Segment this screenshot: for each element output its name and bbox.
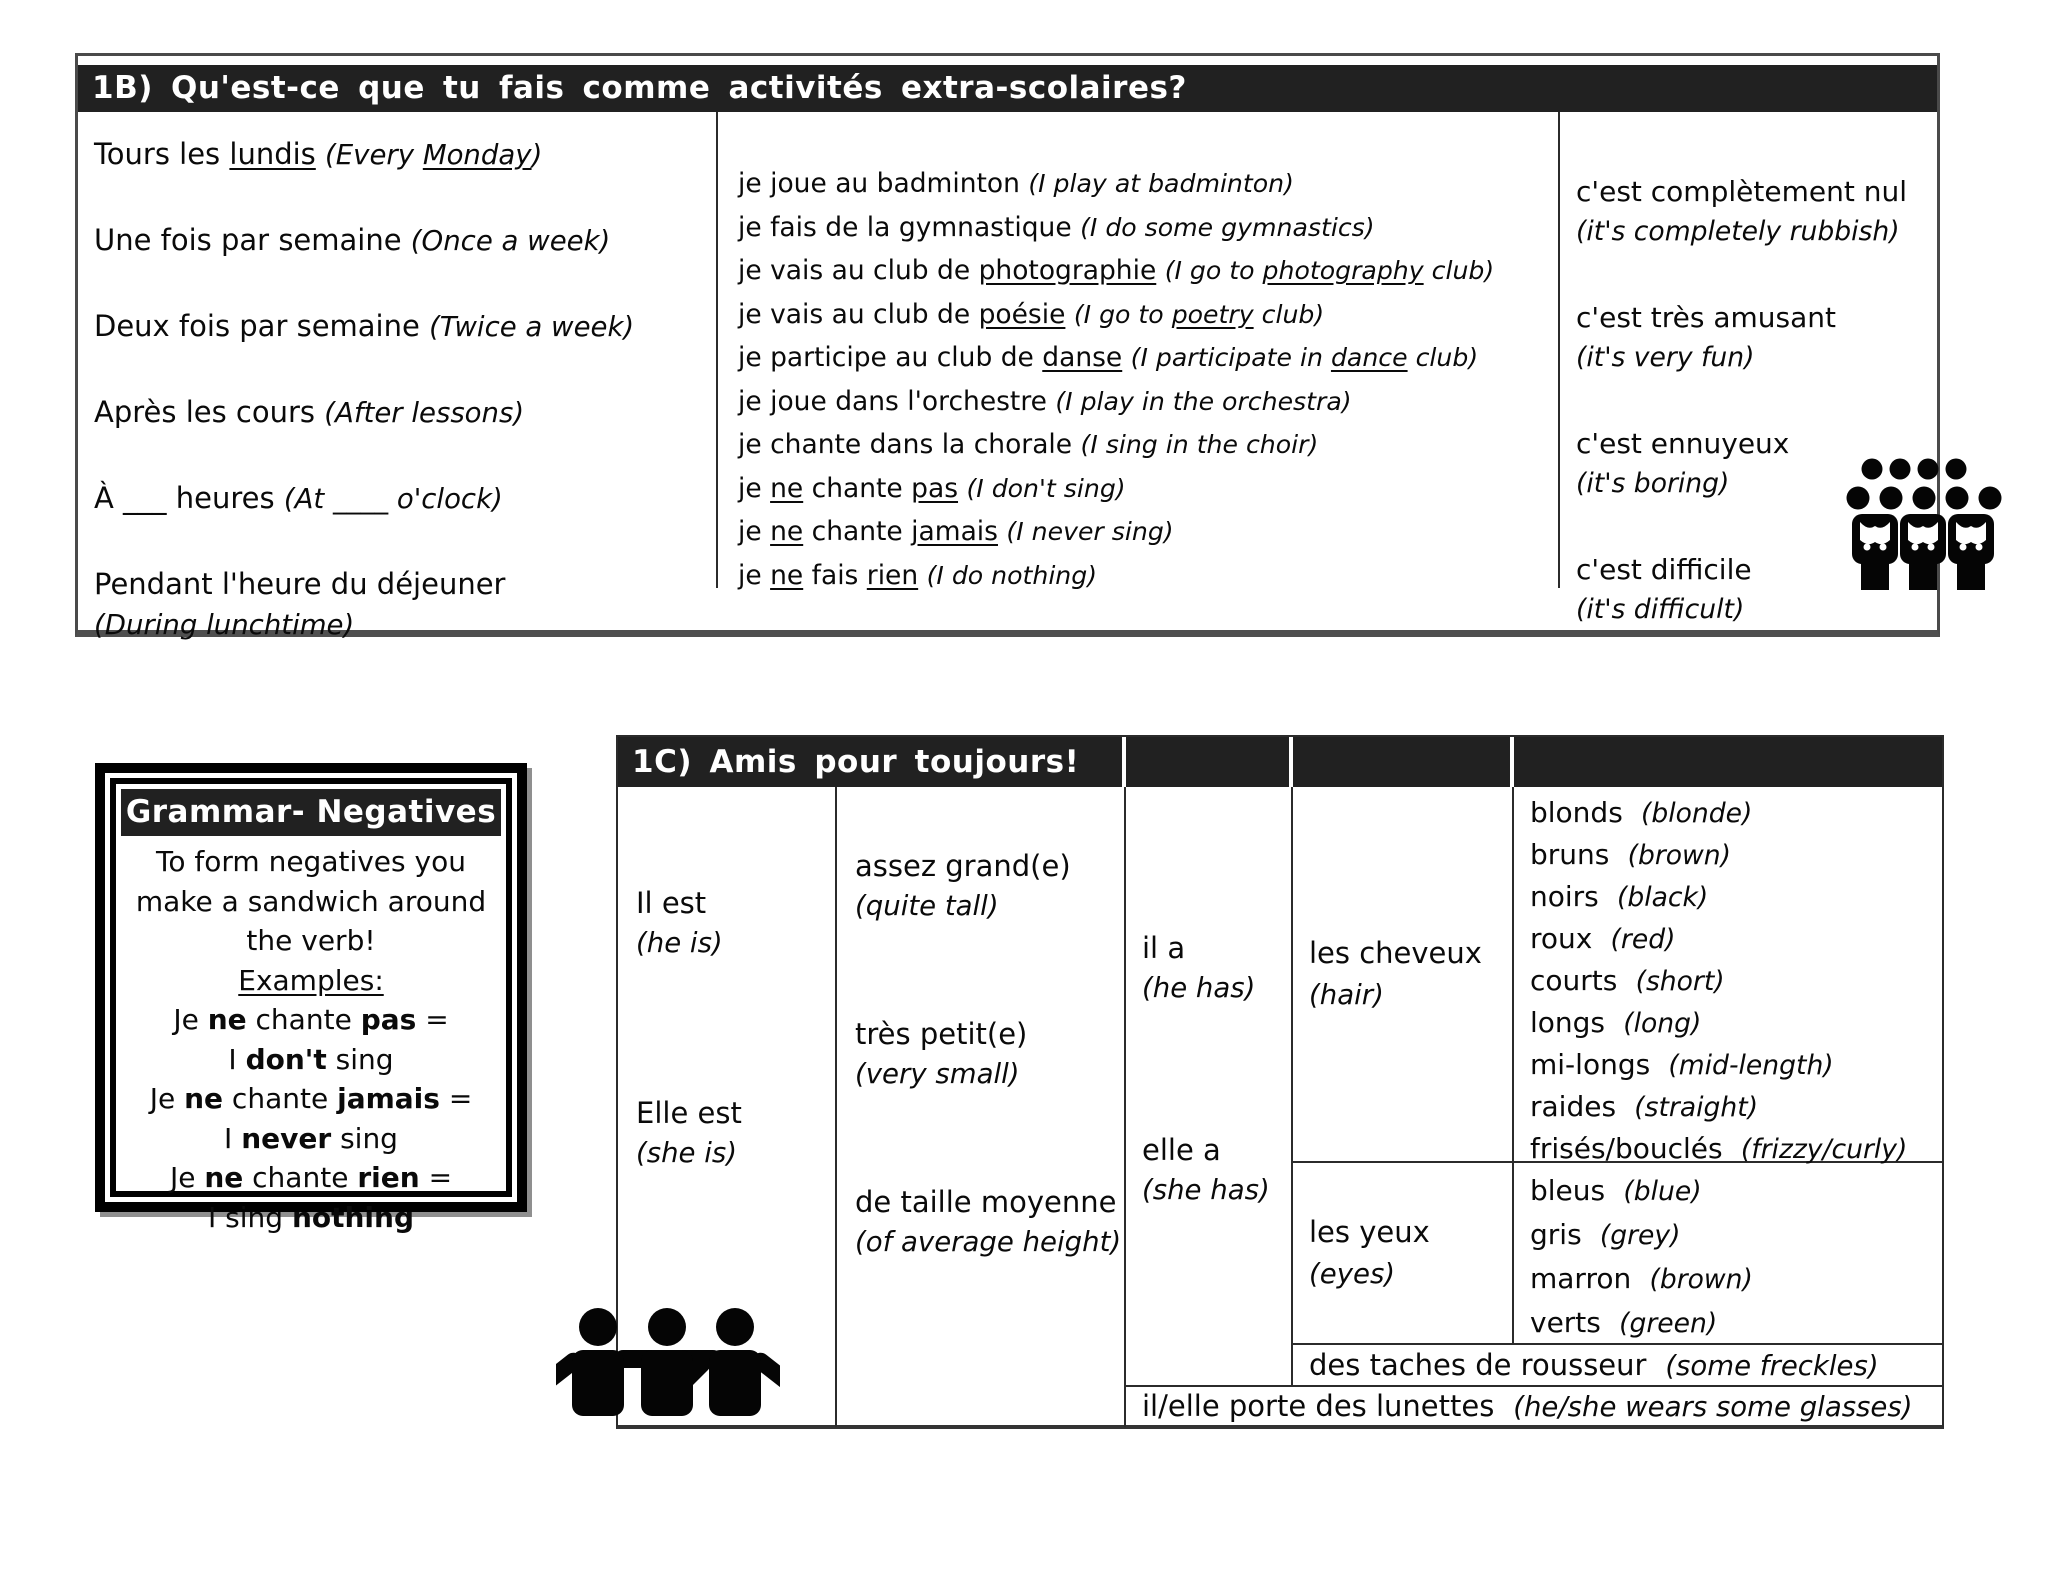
eyes-label-fr: les yeux bbox=[1309, 1215, 1430, 1249]
eyes-options-cell bbox=[1514, 1163, 1942, 1345]
subject-pair-en: (she is) bbox=[636, 1137, 738, 1169]
size-pair-fr: de taille moyenne bbox=[855, 1185, 1117, 1219]
grammar-box bbox=[95, 763, 527, 1234]
freckles-en: (some freckles) bbox=[1665, 1350, 1879, 1382]
has-pair-en: (he has) bbox=[1142, 972, 1256, 1004]
hair-option-en: (mid-length) bbox=[1668, 1050, 1834, 1081]
hair-label-cell bbox=[1293, 787, 1514, 1163]
hair-option bbox=[1530, 918, 1942, 960]
grammar-example-line: I don't sing bbox=[228, 1042, 394, 1076]
grammar-box-inner bbox=[110, 778, 512, 1234]
activity-item: je fais de la gymnastique (I do some gymnastics) bbox=[738, 211, 1375, 243]
table-1c bbox=[616, 735, 1944, 1429]
activity-item: je participe au club de danse (I participate in dance club) bbox=[738, 342, 1479, 373]
eye-option-fr: bleus bbox=[1530, 1174, 1606, 1207]
hair-option-fr: blonds bbox=[1530, 796, 1623, 829]
has-pair bbox=[1142, 928, 1291, 1008]
hair-option-fr: mi-longs bbox=[1530, 1048, 1651, 1081]
hair-option-en: (red) bbox=[1610, 924, 1676, 955]
eye-option-en: (green) bbox=[1619, 1308, 1718, 1339]
table-1b-header bbox=[78, 65, 1937, 112]
size-pair bbox=[855, 1182, 1124, 1262]
has-cell bbox=[1126, 787, 1293, 1387]
table-1b-body bbox=[78, 112, 1937, 641]
freckles-fr: des taches de rousseur bbox=[1309, 1348, 1647, 1382]
opinion-item-en: (it's completely rubbish) bbox=[1576, 216, 1900, 247]
when-item: À ___ heures (At ____ o'clock) bbox=[94, 481, 503, 515]
hair-option-en: (frizzy/curly) bbox=[1740, 1134, 1908, 1165]
hair-option-en: (brown) bbox=[1627, 840, 1732, 871]
hair-options-cell bbox=[1514, 787, 1942, 1163]
when-item: Une fois par semaine (Once a week) bbox=[94, 223, 611, 257]
grammar-intro: To form negatives you make a sandwich around the verb! bbox=[135, 845, 487, 957]
grammar-example-line: Je ne chante pas = bbox=[173, 1003, 449, 1036]
hair-option bbox=[1530, 876, 1942, 918]
table-1b bbox=[75, 53, 1940, 641]
hair-option-en: (straight) bbox=[1634, 1092, 1759, 1123]
eyes-label-cell bbox=[1293, 1163, 1514, 1345]
eye-option bbox=[1530, 1301, 1942, 1345]
subject-pair-fr: Elle est bbox=[636, 1096, 742, 1130]
opinion-item-en: (it's very fun) bbox=[1576, 342, 1755, 373]
hair-option-fr: courts bbox=[1530, 964, 1618, 997]
activities-column bbox=[718, 112, 1560, 591]
when-item: Pendant l'heure du déjeuner (During lunchtime) bbox=[94, 567, 506, 641]
when-item: Deux fois par semaine (Twice a week) bbox=[94, 309, 635, 343]
eye-option-en: (blue) bbox=[1623, 1176, 1702, 1207]
hair-option bbox=[1530, 1002, 1942, 1044]
opinion-item-fr: c'est difficile bbox=[1576, 553, 1752, 586]
hair-option bbox=[1530, 834, 1942, 876]
size-pair-fr: assez grand(e) bbox=[855, 849, 1071, 883]
activity-item: je ne fais rien (I do nothing) bbox=[738, 559, 1098, 591]
size-pair-fr: très petit(e) bbox=[855, 1017, 1028, 1051]
opinion-item-fr: c'est complètement nul bbox=[1576, 175, 1907, 208]
opinion-item bbox=[1576, 298, 1931, 378]
hair-label-en: (hair) bbox=[1309, 979, 1384, 1011]
eye-option bbox=[1530, 1213, 1942, 1257]
hair-option bbox=[1530, 1086, 1942, 1128]
eye-option bbox=[1530, 1169, 1942, 1213]
has-pair bbox=[1142, 1130, 1291, 1210]
glasses-en: (he/she wears some glasses) bbox=[1513, 1391, 1913, 1423]
eye-option-en: (grey) bbox=[1599, 1220, 1681, 1251]
table-1c-title: 1C) Amis pour toujours! bbox=[632, 744, 1080, 780]
grammar-example-line: I sing nothing bbox=[207, 1200, 414, 1234]
hair-option-en: (long) bbox=[1623, 1008, 1702, 1039]
hair-option-en: (black) bbox=[1616, 882, 1709, 913]
activity-item: je vais au club de poésie (I go to poetry club) bbox=[738, 298, 1325, 330]
activity-item: je ne chante jamais (I never sing) bbox=[738, 516, 1174, 547]
choir-icon bbox=[1845, 452, 2013, 592]
hair-option-fr: frisés/bouclés bbox=[1530, 1132, 1723, 1165]
when-item: Après les cours (After lessons) bbox=[94, 395, 525, 429]
size-pair-en: (quite tall) bbox=[855, 890, 999, 922]
grammar-box-body bbox=[121, 836, 501, 1237]
subject-pair bbox=[636, 883, 835, 963]
opinion-item-en: (it's boring) bbox=[1576, 468, 1730, 499]
grammar-box-header: Grammar- Negatives bbox=[121, 789, 501, 836]
hair-option-fr: noirs bbox=[1530, 880, 1599, 913]
has-pair-en: (she has) bbox=[1142, 1174, 1270, 1206]
hair-option-fr: roux bbox=[1530, 922, 1593, 955]
eye-option-en: (brown) bbox=[1649, 1264, 1753, 1295]
opinion-item bbox=[1576, 172, 1931, 252]
eye-option-fr: verts bbox=[1530, 1306, 1601, 1339]
opinion-item-fr: c'est très amusant bbox=[1576, 301, 1837, 334]
subject-pair-fr: Il est bbox=[636, 886, 707, 920]
hair-option bbox=[1530, 792, 1942, 834]
sizes-cell bbox=[837, 787, 1126, 1427]
glasses-fr: il/elle porte des lunettes bbox=[1142, 1389, 1495, 1423]
grammar-example-line: Je ne chante jamais = bbox=[149, 1082, 473, 1115]
friends-icon bbox=[556, 1306, 780, 1418]
hair-option bbox=[1530, 960, 1942, 1002]
size-pair bbox=[855, 1014, 1124, 1094]
singer bbox=[1852, 514, 1898, 590]
hair-option-fr: bruns bbox=[1530, 838, 1610, 871]
size-pair bbox=[855, 846, 1124, 926]
has-pair-fr: il a bbox=[1142, 931, 1186, 965]
hair-option-fr: raides bbox=[1530, 1090, 1617, 1123]
hair-option-en: (blonde) bbox=[1641, 798, 1753, 829]
activity-item: je joue au badminton (I play at badminton) bbox=[738, 168, 1294, 199]
table-1c-header-cell bbox=[1293, 737, 1510, 787]
hair-option bbox=[1530, 1044, 1942, 1086]
opinion-item-fr: c'est ennuyeux bbox=[1576, 427, 1790, 460]
eyes-label-en: (eyes) bbox=[1309, 1258, 1396, 1290]
grammar-example-line: Je ne chante rien = bbox=[169, 1161, 453, 1194]
opinion-item-en: (it's difficult) bbox=[1576, 594, 1745, 625]
singer bbox=[1900, 514, 1946, 590]
size-pair-en: (of average height) bbox=[855, 1226, 1122, 1258]
hair-option-en: (short) bbox=[1635, 966, 1725, 997]
freckles-cell bbox=[1293, 1345, 1942, 1387]
singer bbox=[1948, 514, 1994, 590]
table-1b-title: 1B) Qu'est-ce que tu fais comme activités extra-scolaires? bbox=[92, 70, 1187, 106]
table-1c-header-cell bbox=[1126, 737, 1289, 787]
activity-item: je chante dans la chorale (I sing in the choir) bbox=[738, 429, 1319, 460]
when-item: Tours les lundis (Every Monday) bbox=[94, 137, 543, 171]
eye-option-fr: gris bbox=[1530, 1218, 1582, 1251]
has-pair-fr: elle a bbox=[1142, 1133, 1221, 1167]
grammar-examples-label: Examples: bbox=[238, 963, 384, 997]
subject-pair-en: (he is) bbox=[636, 927, 723, 959]
eye-option-fr: marron bbox=[1530, 1262, 1632, 1295]
when-column bbox=[78, 112, 718, 641]
table-1c-header bbox=[618, 737, 1122, 787]
grammar-example-line: I never sing bbox=[224, 1121, 398, 1155]
subject-pair bbox=[636, 1093, 835, 1173]
glasses-cell bbox=[1126, 1387, 1942, 1427]
activity-item: je vais au club de photographie (I go to photography club) bbox=[738, 255, 1495, 286]
hair-label-fr: les cheveux bbox=[1309, 936, 1482, 970]
activity-item: je joue dans l'orchestre (I play in the orchestra) bbox=[738, 385, 1352, 417]
hair-option-fr: longs bbox=[1530, 1006, 1606, 1039]
eye-option bbox=[1530, 1257, 1942, 1301]
activity-item: je ne chante pas (I don't sing) bbox=[738, 472, 1126, 504]
size-pair-en: (very small) bbox=[855, 1058, 1020, 1090]
table-1c-header-cell bbox=[1514, 737, 1942, 787]
grammar-examples bbox=[121, 1000, 501, 1237]
